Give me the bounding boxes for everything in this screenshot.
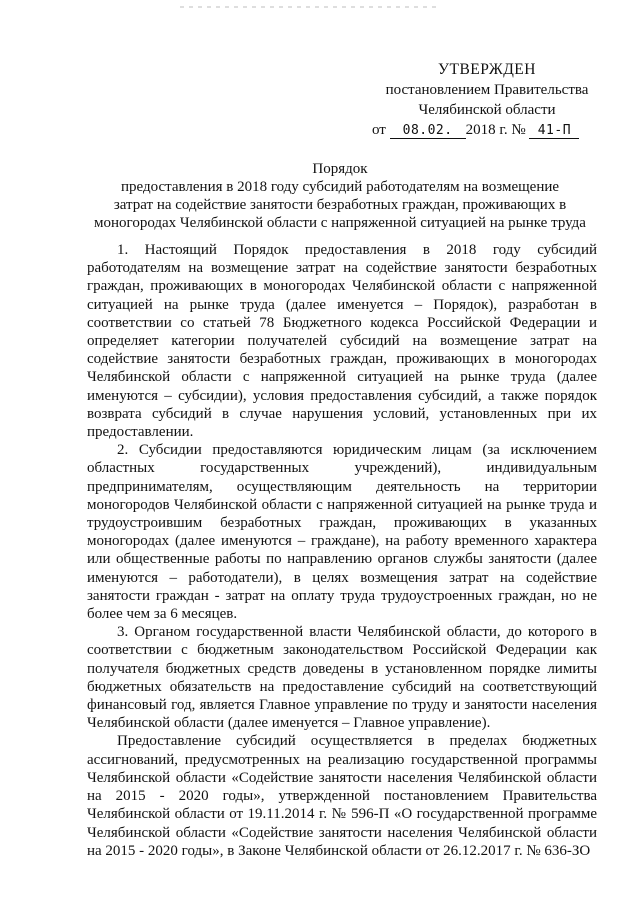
document-body [87, 241, 597, 860]
title-line-2: предоставления в 2018 году субсидий работодателям на возмещение [120, 179, 560, 195]
title-line-1: Порядок [312, 161, 368, 177]
paragraph-2: 2. Субсидии предоставляются юридическим лицам (за исключением областных государственных учреждений), индивидуальным предпринимателям, осуществляющим деятельность на территории моногородов Челябинской области с напряженной ситуацией на рынке труда и трудоустроившим безработных граждан, проживающих в указанных моногородах (далее именуются – граждане), на работу временного характера или общественные работы по направлению органов службы занятости (далее именуются – работодатели), в целях возмещения затрат на содействие занятости граждан - затрат на оплату труда трудоустроенных граждан, но не более чем за 6 месяцев. [87, 442, 597, 623]
number-sign: № [511, 122, 526, 138]
approval-date: 08.02. [390, 123, 466, 139]
title-line-3: затрат на содействие занятости безработных граждан, проживающих в [113, 197, 567, 213]
date-prefix: от [372, 122, 386, 138]
title-line-4: моногородах Челябинской области с напряженной ситуацией на рынке труда [94, 215, 586, 231]
approval-date-line [372, 120, 602, 140]
paragraph-1: 1. Настоящий Порядок предоставления в 2018 году субсидий работодателям на возмещение затрат на содействие занятости безработных граждан, проживающих в моногородах Челябинской области с напряженной ситуацией на рынке труда (далее именуется – Порядок), разработан в соответствии со статьей 78 Бюджетного кодекса Российской Федерации и определяет категории получателей субсидий на возмещение затрат на содействие занятости безработных граждан, проживающих в моногородах Челябинской области с напряженной ситуацией на рынке труда (далее именуются – субсидии), условия предоставления субсидий, а также порядок возврата субсидий в случае нарушения условий, установленных при их предоставлении. [87, 242, 597, 441]
approval-line-1: постановлением Правительства [385, 82, 589, 98]
approval-stamp [372, 60, 602, 140]
date-suffix: 2018 г. [465, 122, 508, 138]
scan-artifact [180, 6, 440, 8]
paragraph-3: 3. Органом государственной власти Челябинской области, до которого в соответствии с бюджетным законодательством Российской Федерации как получателя бюджетных средств доведены в установленном порядке лимиты бюджетных обязательств на предоставление субсидий на соответствующий финансовый год, является Главное управление по труду и занятости населения Челябинской области (далее именуется – Главное управление). [87, 624, 597, 732]
approval-line-2: Челябинской области [418, 102, 556, 118]
approval-number: 41-П [529, 123, 579, 139]
approval-title: УТВЕРЖДЕН [438, 61, 536, 78]
document-title [60, 160, 620, 232]
paragraph-4: Предоставление субсидий осуществляется в пределах бюджетных ассигнований, предусмотренных на реализацию государственной программы Челябинской области «Содействие занятости населения Челябинской области на 2015 - 2020 годы», утвержденной постановлением Правительства Челябинской области от 19.11.2014 г. № 596-П «О государственной программе Челябинской области «Содействие занятости населения Челябинской области на 2015 - 2020 годы», в Законе Челябинской области от 26.12.2017 г. № 636-ЗО [87, 733, 597, 859]
